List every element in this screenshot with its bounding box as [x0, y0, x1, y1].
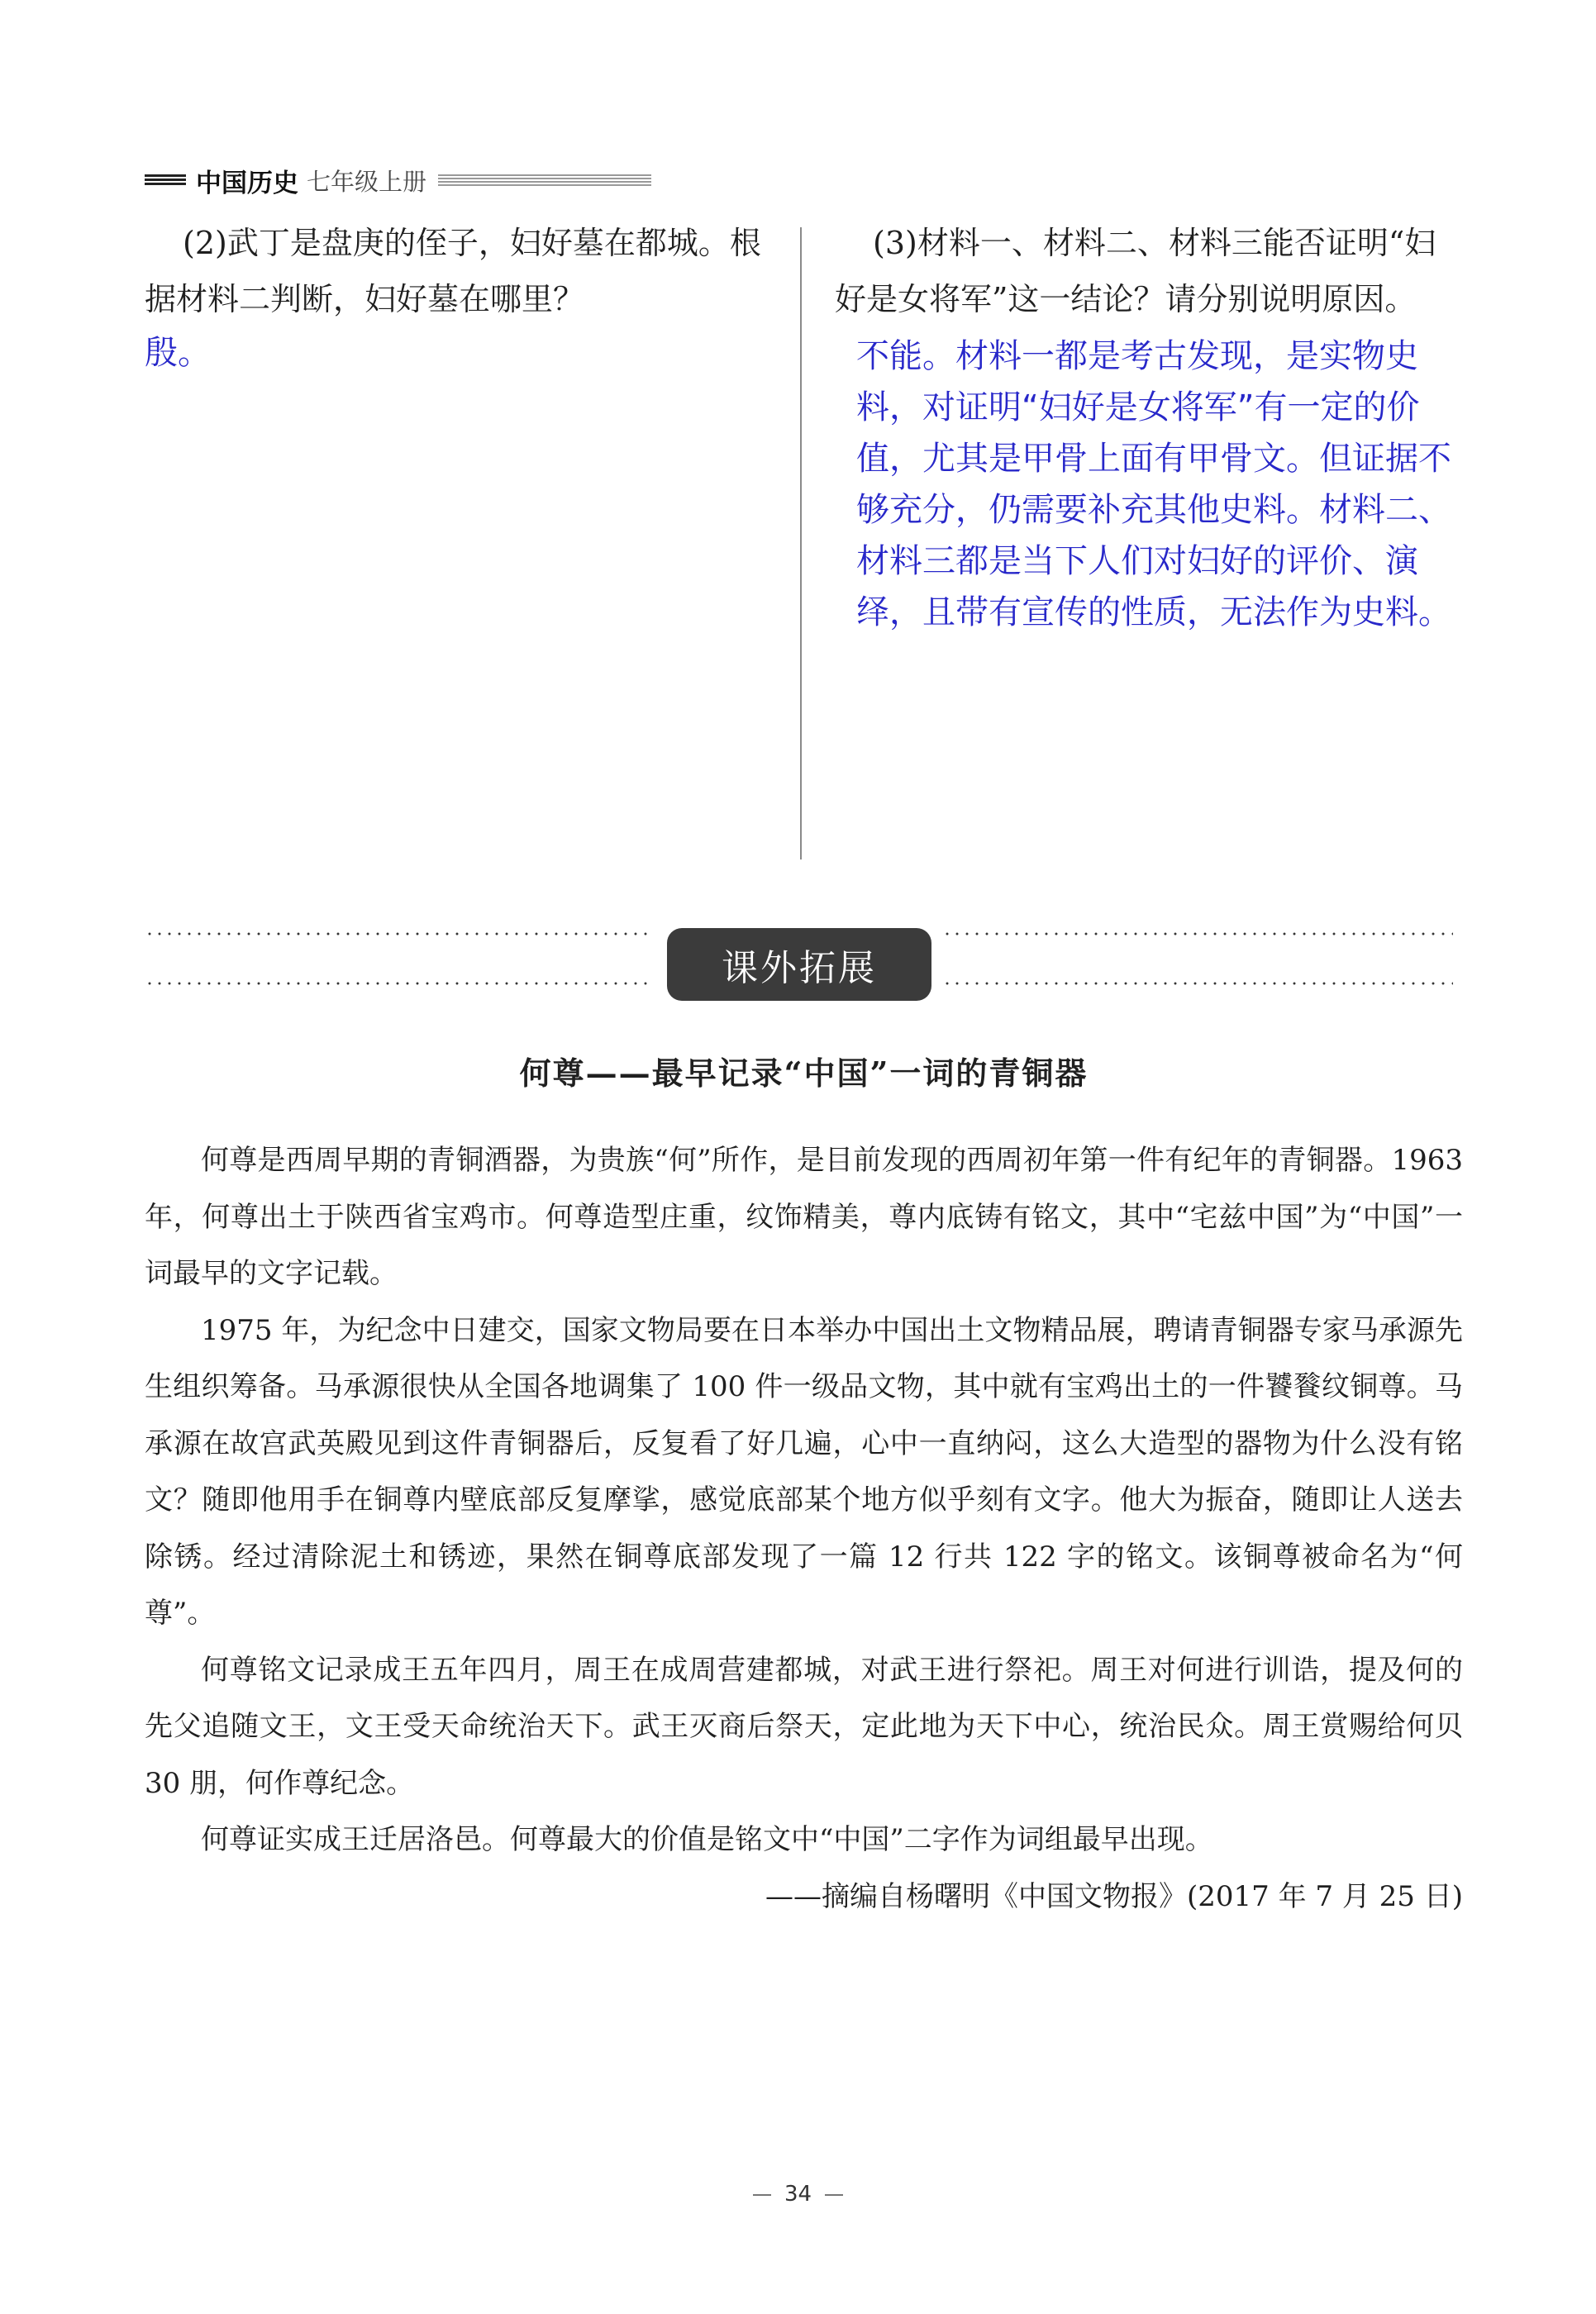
dotted-line-bottom-right [942, 982, 1453, 985]
grade-label: 七年级上册 [307, 167, 427, 196]
question-2-answer: 殷。 [145, 334, 211, 372]
page-number-dash-left [753, 2194, 771, 2196]
page-number-dash-right [825, 2194, 843, 2196]
dotted-line-top-right [942, 932, 1453, 936]
question-3-block [835, 215, 1463, 638]
article-title: 何尊——最早记录“中国”一词的青铜器 [519, 1055, 1089, 1092]
question-3-text: (3)材料一、材料二、材料三能否证明“妇好是女将军”这一结论？请分别说明原因。 [835, 225, 1436, 317]
article-paragraph: 1975 年，为纪念中日建交，国家文物局要在日本举办中国出土文物精品展，聘请青铜器专家马承源先生组织筹备。马承源很快从全国各地调集了 100 件一级品文物，其中就有宝鸡出土的一件饕餮纹铜尊。马承源在故宫武英殿见到这件青铜器后，反复看了好几遍，心中一直纳闷，这么大造型的器物为什么没有铭文？随即他用手在铜尊内壁底部反复摩挲，感觉底部某个地方似乎刻有文字。他大为振奋，随即让人送去除锈。经过清除泥土和锈迹，果然在铜尊底部发现了一篇 12 行共 122 字的铭文。该铜尊被命名为“何尊”。 [145, 1313, 1463, 1630]
article-source: ——摘编自杨曙明《中国文物报》(2017 年 7 月 25 日) [765, 1879, 1463, 1913]
running-header [145, 164, 651, 197]
question-2-text: (2)武丁是盘庚的侄子，妇好墓在都城。根据材料二判断，妇好墓在哪里？ [145, 225, 761, 317]
dotted-line-bottom-left [145, 982, 653, 985]
header-rule-decoration [438, 174, 651, 186]
article-paragraph: 何尊证实成王迁居洛邑。何尊最大的价值是铭文中“中国”二字作为词组最早出现。 [201, 1823, 1213, 1856]
section-label: 课外拓展 [667, 928, 931, 1001]
article-paragraph: 何尊是西周早期的青铜酒器，为贵族“何”所作，是目前发现的西周初年第一件有纪年的青铜器。1963 年，何尊出土于陕西省宝鸡市。何尊造型庄重，纹饰精美，尊内底铸有铭文，其中“宅兹中国”为“中国”一词最早的文字记载。 [145, 1144, 1463, 1290]
column-divider [800, 227, 802, 859]
header-bars-decoration [145, 174, 186, 187]
page-number-footer [0, 2182, 1596, 2207]
question-2-block [145, 215, 773, 379]
question-3-answer: 不能。材料一都是考古发现，是实物史料，对证明“妇好是女将军”有一定的价值，尤其是甲骨上面有甲骨文。但证据不够充分，仍需要补充其他史料。材料二、材料三都是当下人们对妇好的评价、演绎，且带有宣传的性质，无法作为史料。 [856, 337, 1451, 631]
article-body [145, 1132, 1463, 1925]
page-number: 34 [784, 2182, 812, 2207]
article-paragraph: 何尊铭文记录成王五年四月，周王在成周营建都城，对武王进行祭祀。周王对何进行训诰，提及何的先父追随文王，文王受天命统治天下。武王灭商后祭天，定此地为天下中心，统治民众。周王赏赐给何贝 30 朋，何作尊纪念。 [145, 1653, 1463, 1800]
book-title: 中国历史 [196, 168, 298, 198]
dotted-line-top-left [145, 932, 653, 936]
